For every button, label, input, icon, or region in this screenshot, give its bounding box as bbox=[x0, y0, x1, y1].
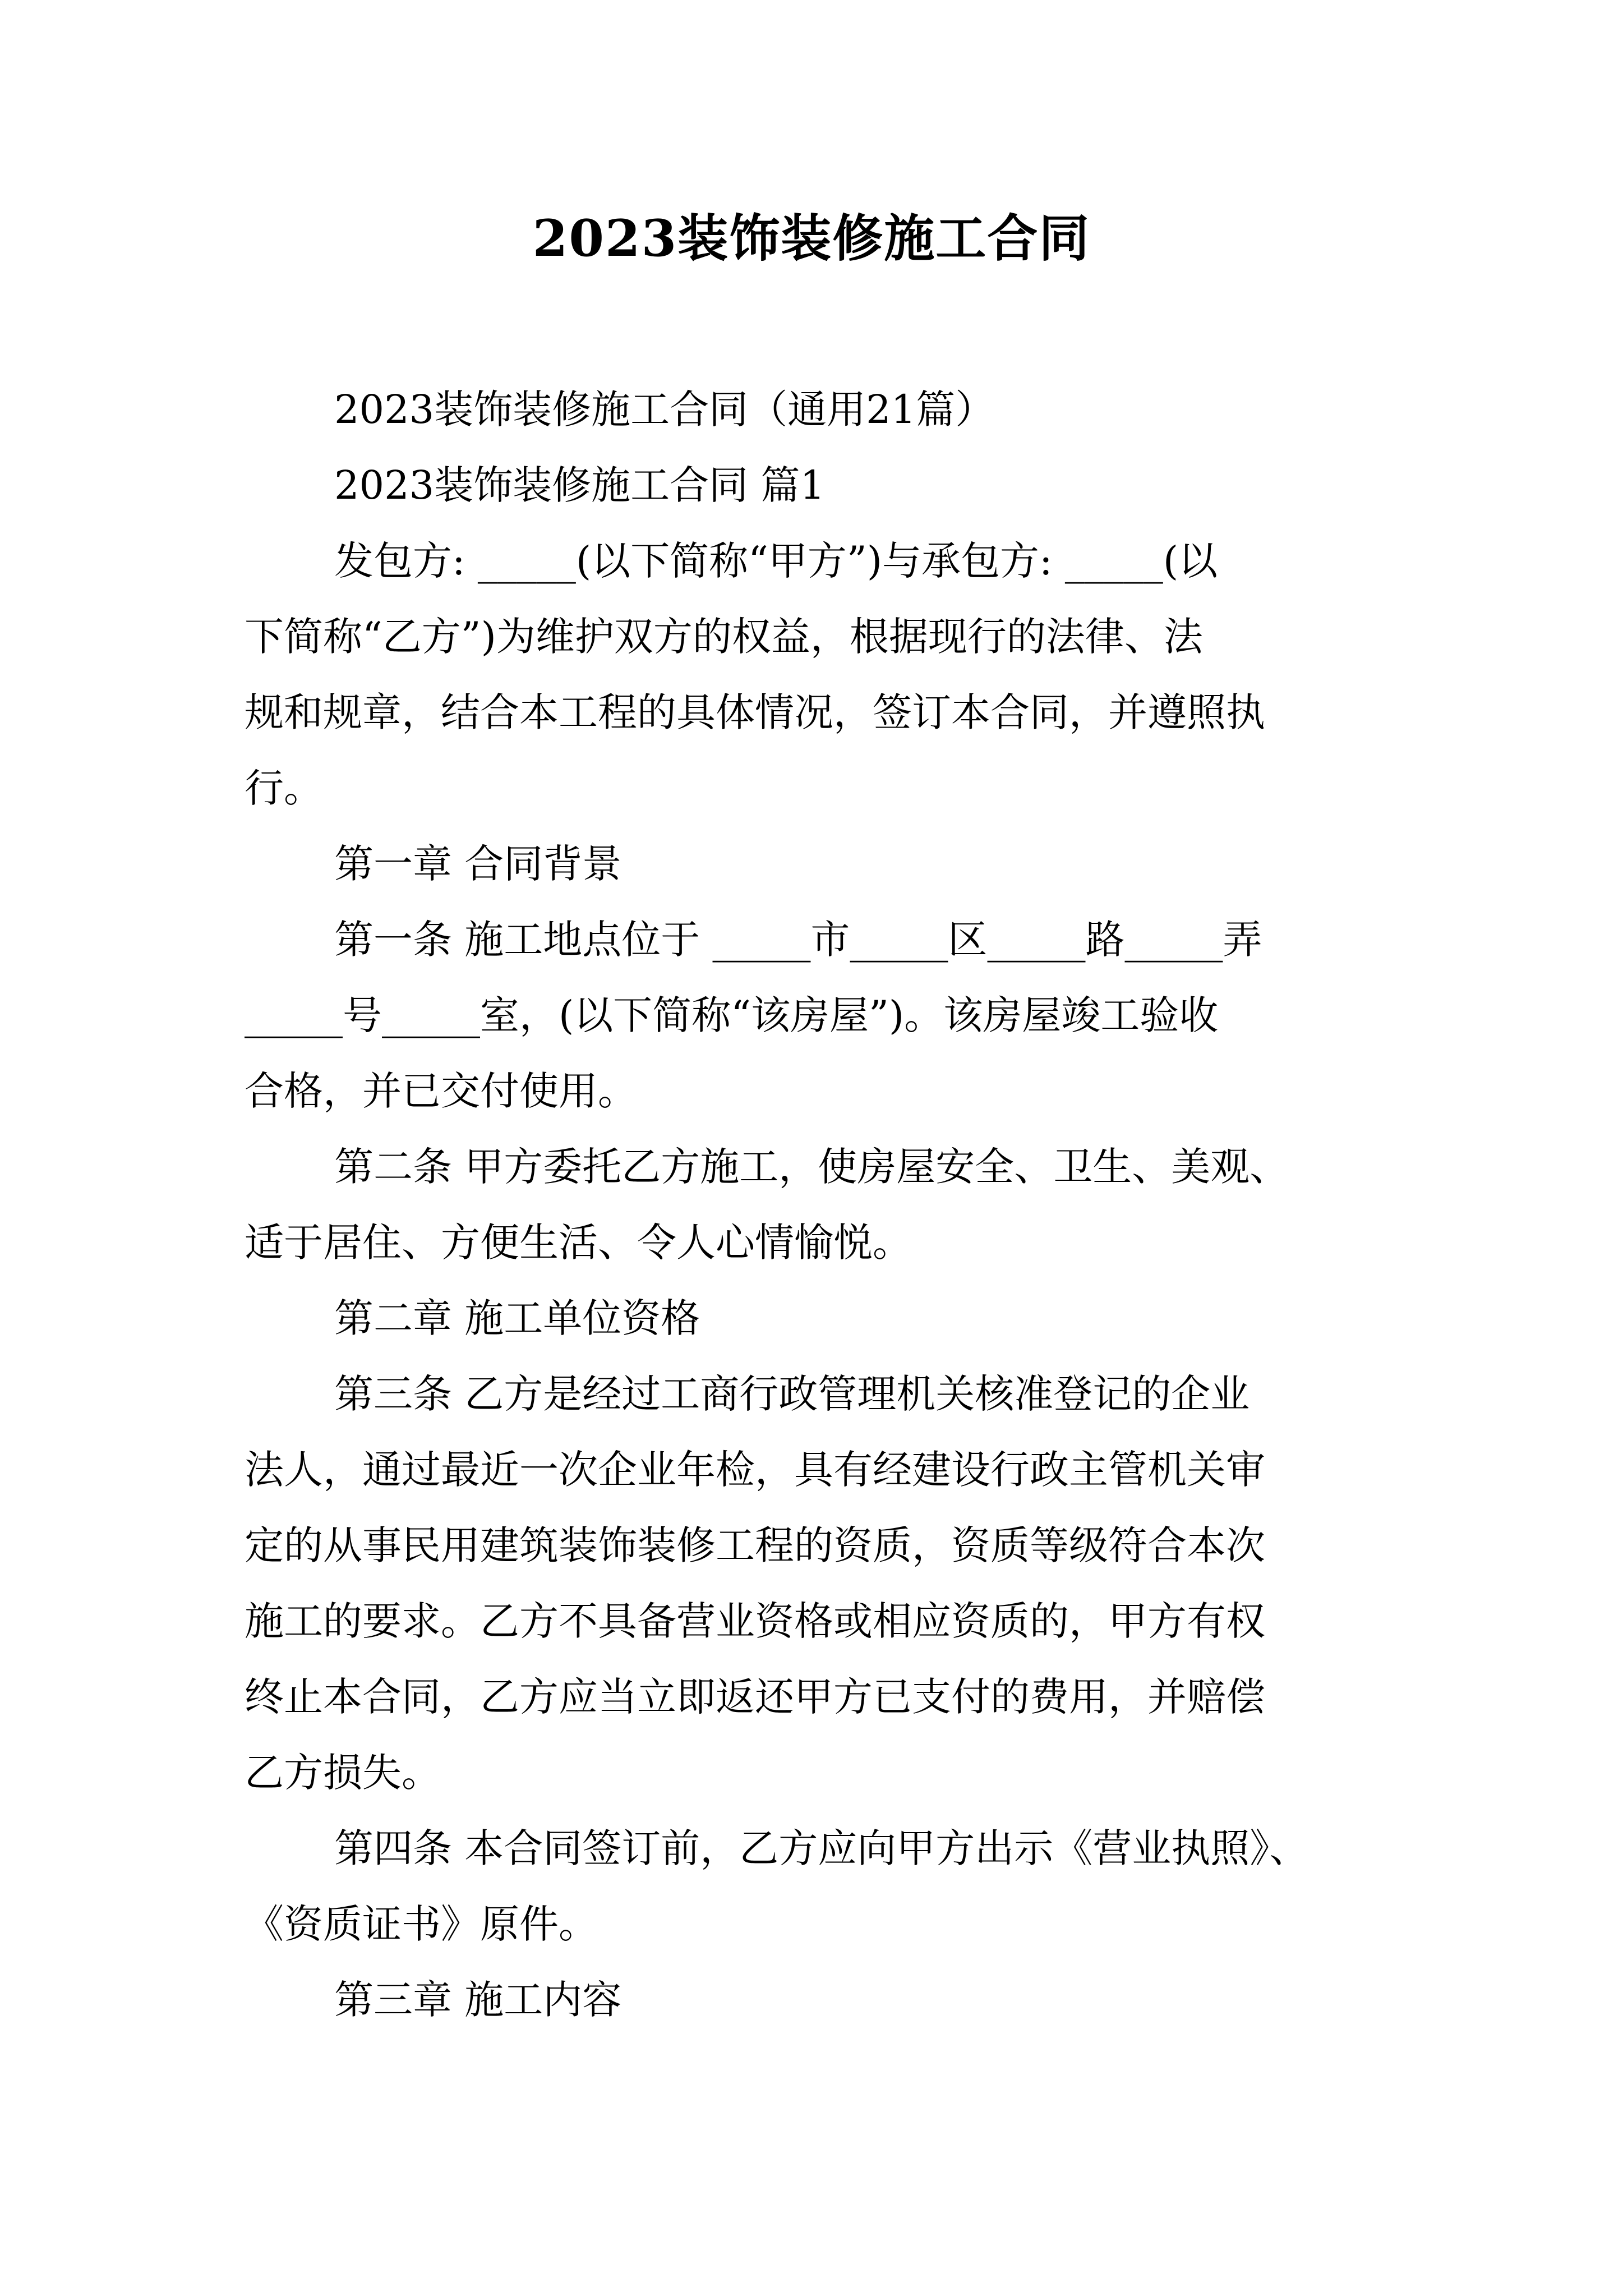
paragraph-line: 施工的要求。乙方不具备营业资格或相应资质的，甲方有权 bbox=[245, 1598, 1265, 1644]
subtitle-line: 2023装饰装修施工合同（通用21篇） bbox=[334, 386, 995, 432]
paragraph-line: 第一条 施工地点位于 _____市_____区_____路_____弄 bbox=[334, 917, 1262, 963]
paragraph-line: 定的从事民用建筑装饰装修工程的资质，资质等级符合本次 bbox=[245, 1522, 1265, 1568]
paragraph-line: 法人，通过最近一次企业年检，具有经建设行政主管机关审 bbox=[245, 1447, 1265, 1493]
paragraph-line: 发包方: _____(以下简称“甲方”)与承包方: _____(以 bbox=[334, 538, 1218, 584]
paragraph-line: 第三条 乙方是经过工商行政管理机关核准登记的企业 bbox=[334, 1371, 1250, 1417]
paragraph-line: 行。 bbox=[245, 765, 323, 811]
section-heading: 2023装饰装修施工合同 篇1 bbox=[334, 462, 825, 508]
paragraph-line: 合格，并已交付使用。 bbox=[245, 1068, 637, 1114]
paragraph-line: 第二条 甲方委托乙方施工，使房屋安全、卫生、美观、 bbox=[334, 1144, 1289, 1190]
document-title: 2023装饰装修施工合同 bbox=[532, 209, 1091, 268]
chapter-heading: 第二章 施工单位资格 bbox=[334, 1295, 700, 1341]
paragraph-line: 第四条 本合同签订前，乙方应向甲方出示《营业执照》、 bbox=[334, 1825, 1309, 1871]
chapter-heading: 第一章 合同背景 bbox=[334, 841, 622, 887]
paragraph-line: 适于居住、方便生活、令人心情愉悦。 bbox=[245, 1220, 912, 1266]
paragraph-line: _____号_____室，(以下简称“该房屋”)。该房屋竣工验收 bbox=[245, 992, 1219, 1038]
paragraph-line: 《资质证书》原件。 bbox=[245, 1901, 598, 1947]
paragraph-line: 规和规章，结合本工程的具体情况，签订本合同，并遵照执 bbox=[245, 689, 1265, 735]
paragraph-line: 下简称“乙方”)为维护双方的权益，根据现行的法律、法 bbox=[245, 614, 1203, 660]
paragraph-line: 乙方损失。 bbox=[245, 1750, 441, 1796]
paragraph-line: 终止本合同，乙方应当立即返还甲方已支付的费用，并赔偿 bbox=[245, 1674, 1265, 1720]
chapter-heading: 第三章 施工内容 bbox=[334, 1977, 622, 2023]
